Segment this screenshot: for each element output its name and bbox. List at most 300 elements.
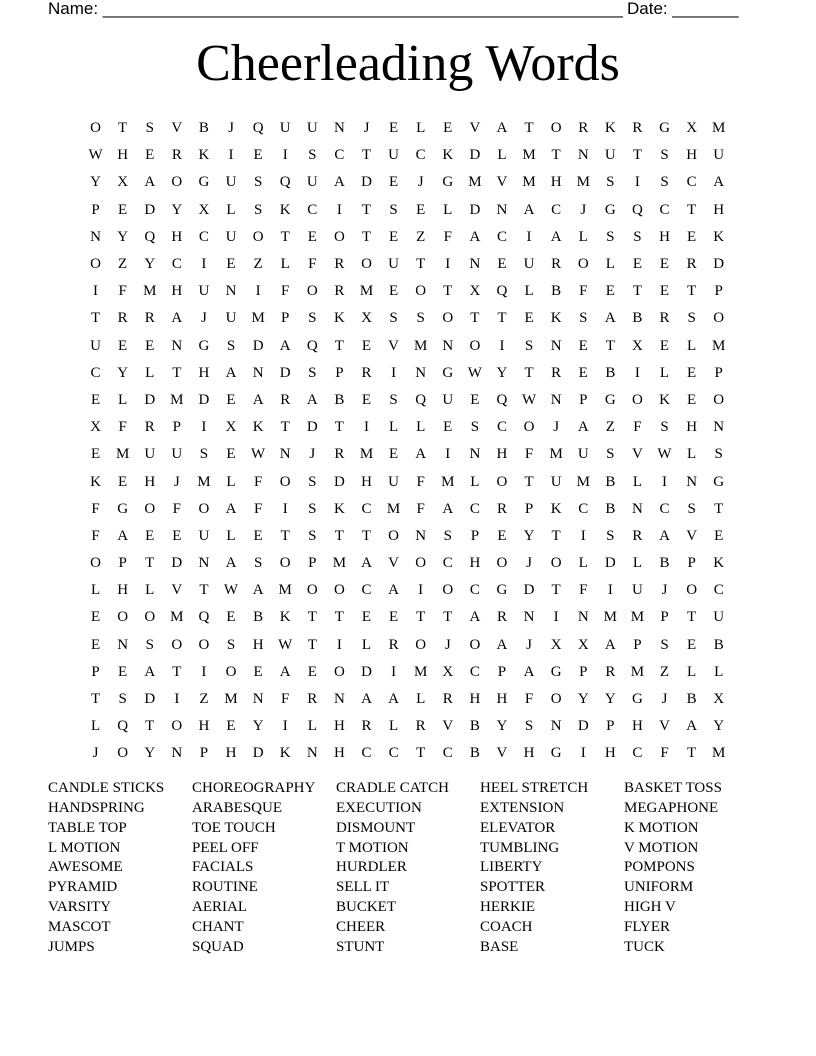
grid-letter: N [415,364,427,381]
grid-letter: Q [415,391,427,408]
grid-letter: R [144,310,155,327]
grid-letter: M [712,337,726,354]
grid-letter: L [226,201,236,218]
grid-letter: O [306,283,318,300]
grid-letter: V [496,174,508,191]
grid-letter: K [279,201,291,218]
grid-letter: Z [416,228,426,245]
grid-letter: N [415,527,427,544]
grid-letter: E [605,283,615,300]
grid-letter: H [171,283,183,300]
grid-letter: I [282,718,288,735]
grid-letter: A [333,174,345,191]
grid-letter: T [280,228,290,245]
grid-letter: P [524,500,534,517]
grid-letter: S [633,228,642,245]
grid-letter: A [361,691,372,708]
grid-letter: I [174,691,180,708]
grid-letter: S [660,419,669,436]
grid-letter: K [550,310,562,327]
grid-letter: Q [252,120,264,137]
grid-letter: S [308,147,317,164]
grid-letter: H [225,745,237,762]
grid-letter: I [580,527,586,544]
grid-letter: R [605,663,616,680]
grid-letter: S [389,310,398,327]
grid-letter: S [660,636,669,653]
grid-letter: F [253,473,263,490]
grid-letter: E [687,228,697,245]
grid-letter: A [550,228,562,245]
word-bank-item: HIGH V [624,899,676,916]
grid-letter: S [389,201,398,218]
word-bank-item: EXECUTION [336,799,422,816]
grid-letter: E [145,337,155,354]
grid-letter: I [499,337,505,354]
grid-letter: A [225,364,237,381]
grid-letter: M [522,147,536,164]
grid-letter: X [686,120,698,137]
grid-letter: U [225,310,237,327]
grid-letter: C [469,582,480,599]
grid-letter: A [686,718,698,735]
grid-letter: R [632,120,643,137]
grid-letter: B [198,120,209,137]
grid-letter: S [687,310,696,327]
grid-letter: E [497,256,507,273]
grid-letter: I [526,228,532,245]
grid-letter: S [253,201,263,218]
grid-letter: P [579,391,588,408]
grid-letter: C [361,582,372,599]
grid-letter: T [172,663,182,680]
grid-letter: Z [118,256,128,273]
name-line: Name: _______________________________________________________ [48,0,623,18]
word-bank-item: L MOTION [48,839,121,856]
grid-letter: S [308,500,317,517]
grid-letter: K [604,120,616,137]
grid-letter: E [118,201,128,218]
grid-letter: C [361,500,372,517]
grid-letter: J [526,555,532,572]
grid-letter: C [361,745,372,762]
grid-letter: M [576,174,590,191]
grid-letter: D [469,201,481,218]
grid-letter: C [551,201,562,218]
grid-letter: J [553,419,560,436]
grid-letter: E [497,527,507,544]
grid-letter: P [91,201,100,218]
grid-letter: R [361,718,372,735]
grid-letter: M [576,473,590,490]
grid-letter: B [632,310,643,327]
grid-letter: A [306,391,318,408]
grid-letter: L [118,391,128,408]
grid-letter: R [496,609,507,626]
grid-letter: O [117,745,129,762]
word-bank-item: ELEVATOR [480,819,556,836]
word-bank-item: BASKET TOSS [624,780,722,796]
grid-letter: D [361,174,372,191]
grid-letter: R [659,310,670,327]
grid-letter: Z [253,256,263,273]
grid-letter: H [171,228,183,245]
grid-letter: O [333,582,345,599]
grid-letter: O [550,120,562,137]
grid-letter: E [687,364,697,381]
grid-letter: C [415,147,426,164]
word-bank-item: TUCK [624,938,665,955]
grid-letter: H [333,718,345,735]
grid-letter: Z [199,691,209,708]
grid-letter: M [712,745,726,762]
grid-letter: M [468,174,482,191]
grid-letter: W [88,147,103,164]
grid-letter: L [388,419,399,436]
grid-letter: M [414,663,428,680]
grid-letter: Y [496,364,508,381]
grid-letter: M [630,663,645,680]
grid-letter: U [225,228,237,245]
grid-letter: F [281,283,290,300]
grid-letter: D [252,745,264,762]
grid-letter: F [118,283,127,300]
grid-letter: M [549,446,563,463]
word-bank-item: VARSITY [48,899,112,916]
grid-letter: R [171,147,182,164]
word-bank-item: ROUTINE [192,879,258,896]
grid-letter: E [253,663,263,680]
grid-letter: J [309,446,316,463]
grid-letter: E [714,527,724,544]
grid-letter: L [470,473,480,490]
grid-letter: A [171,310,183,327]
grid-letter: P [335,364,344,381]
grid-letter: S [199,446,209,463]
grid-letter: E [307,663,317,680]
grid-letter: E [687,391,697,408]
grid-letter: S [579,310,588,327]
grid-letter: E [226,609,236,626]
grid-letter: L [388,718,399,735]
grid-letter: D [469,147,481,164]
grid-letter: A [225,555,237,572]
grid-letter: M [197,473,211,490]
grid-letter: O [333,663,345,680]
grid-letter: I [336,636,342,653]
word-bank-item: MEGAPHONE [624,799,719,816]
grid-letter: U [279,120,291,137]
grid-letter: O [388,527,399,544]
word-bank-item: JUMPS [48,938,95,955]
grid-letter: O [577,256,589,273]
grid-letter: H [252,636,264,653]
grid-letter: T [416,256,426,273]
grid-letter: O [279,473,291,490]
grid-letter: Y [252,718,264,735]
word-bank-item: CHEER [336,918,386,935]
grid-letter: A [225,500,237,517]
grid-letter: H [659,228,670,245]
grid-letter: P [714,283,723,300]
grid-letter: R [144,419,155,436]
grid-letter: M [251,310,265,327]
grid-letter: N [252,691,264,708]
grid-letter: H [686,419,698,436]
grid-letter: M [170,609,184,626]
grid-letter: O [171,718,183,735]
grid-letter: L [632,473,642,490]
grid-letter: N [198,555,210,572]
grid-letter: N [713,419,725,436]
grid-letter: A [604,310,616,327]
grid-letter: I [391,364,397,381]
word-bank-item: AWESOME [48,859,123,876]
grid-letter: N [442,337,454,354]
grid-letter: O [333,228,345,245]
grid-letter: T [307,609,317,626]
grid-letter: A [523,663,535,680]
word-bank-item: CANDLE STICKS [48,780,165,796]
grid-letter: X [198,201,210,218]
grid-letter: N [279,446,291,463]
grid-letter: E [388,609,399,626]
grid-letter: T [280,419,290,436]
grid-letter: C [659,201,670,218]
grid-letter: K [333,310,345,327]
grid-letter: A [496,120,508,137]
grid-letter: S [253,174,263,191]
grid-letter: C [90,364,101,381]
grid-letter: E [388,120,399,137]
grid-letter: E [226,446,236,463]
word-bank-item: T MOTION [336,839,409,856]
grid-letter: N [469,446,481,463]
grid-letter: B [713,636,724,653]
grid-letter: O [469,337,481,354]
grid-letter: E [443,120,453,137]
grid-letter: O [198,500,210,517]
grid-letter: S [606,527,615,544]
grid-letter: A [442,500,454,517]
grid-letter: L [90,582,101,599]
word-bank-item: LIBERTY [480,859,543,876]
grid-letter: L [90,718,101,735]
grid-letter: N [686,473,698,490]
grid-letter: A [144,663,156,680]
grid-letter: U [550,473,562,490]
grid-letter: X [90,419,101,436]
grid-letter: I [282,500,288,517]
grid-letter: F [660,745,669,762]
grid-letter: I [634,174,640,191]
grid-letter: Q [279,174,291,191]
grid-letter: A [117,527,129,544]
grid-letter: I [255,283,261,300]
grid-letter: H [361,473,372,490]
grid-letter: U [388,473,399,490]
grid-letter: T [334,527,344,544]
grid-letter: R [307,691,318,708]
grid-letter: M [332,555,347,572]
grid-letter: D [144,691,156,708]
grid-letter: C [496,419,507,436]
grid-letter: E [145,147,155,164]
grid-letter: P [308,555,317,572]
grid-letter: E [443,419,453,436]
grid-letter: X [550,636,562,653]
grid-letter: E [90,636,101,653]
word-bank-item: HURDLER [336,859,407,876]
grid-letter: G [198,174,210,191]
grid-letter: T [334,419,344,436]
grid-letter: E [388,174,399,191]
grid-letter: Y [171,201,183,218]
grid-letter: F [253,500,263,517]
grid-letter: E [90,609,101,626]
word-bank-item: TOE TOUCH [192,819,276,836]
grid-letter: M [224,691,238,708]
grid-letter: T [334,609,344,626]
word-bank-item: CHANT [192,918,244,935]
grid-letter: Q [117,718,129,735]
grid-letter: R [442,691,453,708]
grid-letter: R [632,527,643,544]
grid-letter: J [201,310,207,327]
grid-letter: C [469,500,480,517]
grid-letter: E [118,663,128,680]
grid-letter: B [253,609,264,626]
word-bank-item: ARABESQUE [192,799,283,816]
grid-letter: P [606,718,615,735]
grid-letter: P [91,663,100,680]
grid-letter: W [251,446,266,463]
grid-letter: L [578,555,588,572]
grid-letter: F [579,283,588,300]
grid-letter: U [388,256,399,273]
grid-letter: N [632,500,643,517]
grid-letter: O [144,609,156,626]
grid-letter: X [117,174,129,191]
grid-letter: F [118,419,127,436]
grid-letter: C [388,745,399,762]
grid-letter: Q [144,228,156,245]
grid-letter: D [144,391,156,408]
grid-letter: Y [117,228,129,245]
word-bank-item: V MOTION [624,839,699,856]
grid-letter: T [307,636,317,653]
grid-letter: Z [605,419,615,436]
grid-letter: L [145,364,155,381]
grid-letter: T [687,745,697,762]
grid-letter: O [415,636,427,653]
grid-letter: E [253,527,263,544]
grid-letter: E [145,527,155,544]
grid-letter: F [416,500,425,517]
word-bank-item: CRADLE CATCH [336,780,449,796]
grid-letter: L [659,364,670,381]
grid-letter: D [279,364,291,381]
grid-letter: U [171,446,183,463]
grid-letter: U [577,446,589,463]
grid-letter: V [632,446,643,463]
word-bank-item: FACIALS [192,859,254,876]
grid-letter: I [553,609,559,626]
grid-letter: I [228,147,234,164]
grid-letter: F [633,419,642,436]
grid-letter: M [115,446,130,463]
grid-letter: I [336,201,342,218]
grid-letter: T [632,147,642,164]
grid-letter: S [308,310,317,327]
grid-letter: U [713,609,725,626]
grid-letter: H [117,147,129,164]
grid-letter: E [388,283,399,300]
grid-letter: F [91,527,100,544]
grid-letter: M [143,283,157,300]
grid-letter: O [415,283,427,300]
grid-letter: E [632,256,642,273]
grid-letter: A [144,174,156,191]
grid-letter: A [469,609,481,626]
grid-letter: V [442,718,454,735]
grid-letter: H [523,745,535,762]
grid-letter: P [714,364,723,381]
grid-letter: U [198,283,210,300]
grid-letter: O [496,473,508,490]
grid-letter: N [225,283,237,300]
grid-letter: A [388,691,399,708]
grid-letter: S [606,228,615,245]
grid-letter: L [497,147,507,164]
word-bank-item: SPOTTER [480,879,546,896]
grid-letter: U [90,337,101,354]
grid-letter: B [605,364,616,381]
grid-letter: E [470,391,480,408]
grid-letter: X [225,419,237,436]
grid-letter: N [523,609,535,626]
grid-letter: R [280,391,291,408]
grid-letter: H [333,745,345,762]
grid-letter: V [388,555,399,572]
grid-letter: S [660,147,669,164]
grid-letter: H [469,691,481,708]
grid-letter: J [580,201,587,218]
grid-letter: E [118,473,128,490]
grid-letter: W [467,364,482,381]
grid-letter: D [523,582,535,599]
grid-letter: O [90,256,101,273]
grid-letter: T [334,337,344,354]
word-bank-item: POMPONS [624,859,695,876]
grid-letter: O [550,691,562,708]
grid-letter: H [198,718,210,735]
grid-letter: O [90,555,101,572]
grid-letter: S [145,636,154,653]
grid-letter: D [171,555,183,572]
grid-letter: O [496,555,508,572]
grid-letter: L [605,256,615,273]
word-bank-item: FLYER [624,918,671,935]
word-bank-item: BASE [480,938,519,955]
grid-letter: I [93,283,99,300]
grid-letter: U [442,391,454,408]
grid-letter: O [361,256,372,273]
grid-letter: D [577,718,589,735]
grid-letter: X [361,310,372,327]
grid-letter: F [308,256,317,273]
grid-letter: G [713,473,725,490]
